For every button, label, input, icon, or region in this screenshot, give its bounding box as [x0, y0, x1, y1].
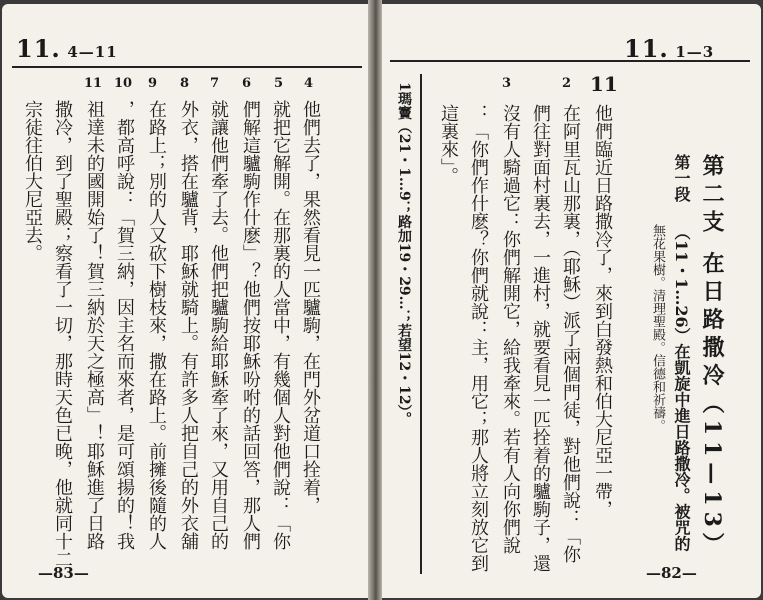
verse-number: 2: [562, 76, 572, 91]
left-page-header: [16, 34, 118, 63]
text-column: 祖達未的國開始了！賀三納於天之極高」！耶穌進了日路: [84, 100, 105, 550]
verse-number: 3: [502, 76, 512, 91]
left-header-ref: 4—11: [67, 43, 118, 61]
left-page-number: —83—: [38, 564, 89, 582]
text-column: 撒冷，到了聖殿；察看了一切，那時天色已晚，他就同十二: [52, 100, 73, 568]
text-column: 宗徒往伯大尼亞去。: [22, 100, 43, 262]
right-page-number: —82—: [646, 564, 697, 582]
verse-number: 5: [274, 76, 284, 91]
subsection-range: （11・1…26）在凱旋中進日路撒冷。被咒的: [672, 224, 691, 552]
text-column: 他們去了，果然看見一匹驢駒，在門外岔道口拴着，: [300, 100, 321, 514]
text-column: 沒有人騎過它：你們解開它，給我牽來。若有人向你們說: [500, 104, 521, 554]
cross-reference-divider: [420, 74, 422, 574]
verse-number: 11: [84, 76, 103, 91]
left-header-chapter: 11.: [16, 34, 61, 63]
text-column: 外衣，搭在驢背，耶穌就騎上。有許多人把自己的外衣舖: [178, 100, 199, 550]
verse-number: 6: [242, 76, 252, 91]
text-column: ，都高呼說：「賀三納，因主名而來者，是可頌揚的！我: [114, 100, 135, 550]
text-column: 他們臨近日路撒冷了，來到白發熱和伯大尼亞一帶，: [592, 104, 613, 518]
right-header-chapter: 11.: [624, 34, 669, 63]
right-page: [378, 4, 761, 598]
text-column: 這裏來」。: [438, 104, 459, 185]
verse-number: 7: [210, 76, 220, 91]
left-page: [2, 4, 374, 598]
verse-number: 10: [114, 76, 133, 91]
text-column: 在路上；別的人又砍下樹枝來，撒在路上。前擁後隨的人: [146, 100, 167, 550]
right-header-rule: [390, 60, 750, 62]
text-column: 們往對面村裏去，一進村，就要看見一匹拴着的驢駒子，還: [530, 104, 551, 572]
chapter-number: 11: [590, 72, 618, 96]
text-column: 就讓他們牽了去。他們把驢駒給耶穌牽了來，又用自己的: [208, 100, 229, 550]
subsection-label: 第一段: [672, 154, 691, 202]
text-column: ：「你們作什麽？你們就說：主，用它；那人將立刻放它到: [468, 104, 489, 572]
text-column: 在阿里瓦山那裏，（耶穌）派了兩個門徒，對他們說：「你: [560, 104, 581, 563]
verse-number: 9: [148, 76, 158, 91]
subsection-note: 無花果樹。清理聖殿。信德和祈禱。: [650, 224, 665, 432]
section-title: 第二支 在日路撒冷（11—13）: [699, 154, 725, 561]
right-header-ref: 1—3: [675, 43, 715, 61]
book-gutter: [368, 0, 382, 600]
cross-reference: 1瑪竇（21・1…9；路加19・29…；若望12・12）。: [396, 82, 412, 426]
text-column: 就把它解開。在那裏的人當中，有幾個人對他們說：「你: [270, 100, 291, 550]
verse-number: 8: [180, 76, 190, 91]
text-column: 們解這驢駒作什麽」？他們按耶穌吩咐的話回答，那人們: [240, 100, 261, 550]
right-page-header: [624, 34, 714, 63]
verse-number: 4: [304, 76, 314, 91]
left-header-rule: [12, 66, 362, 68]
